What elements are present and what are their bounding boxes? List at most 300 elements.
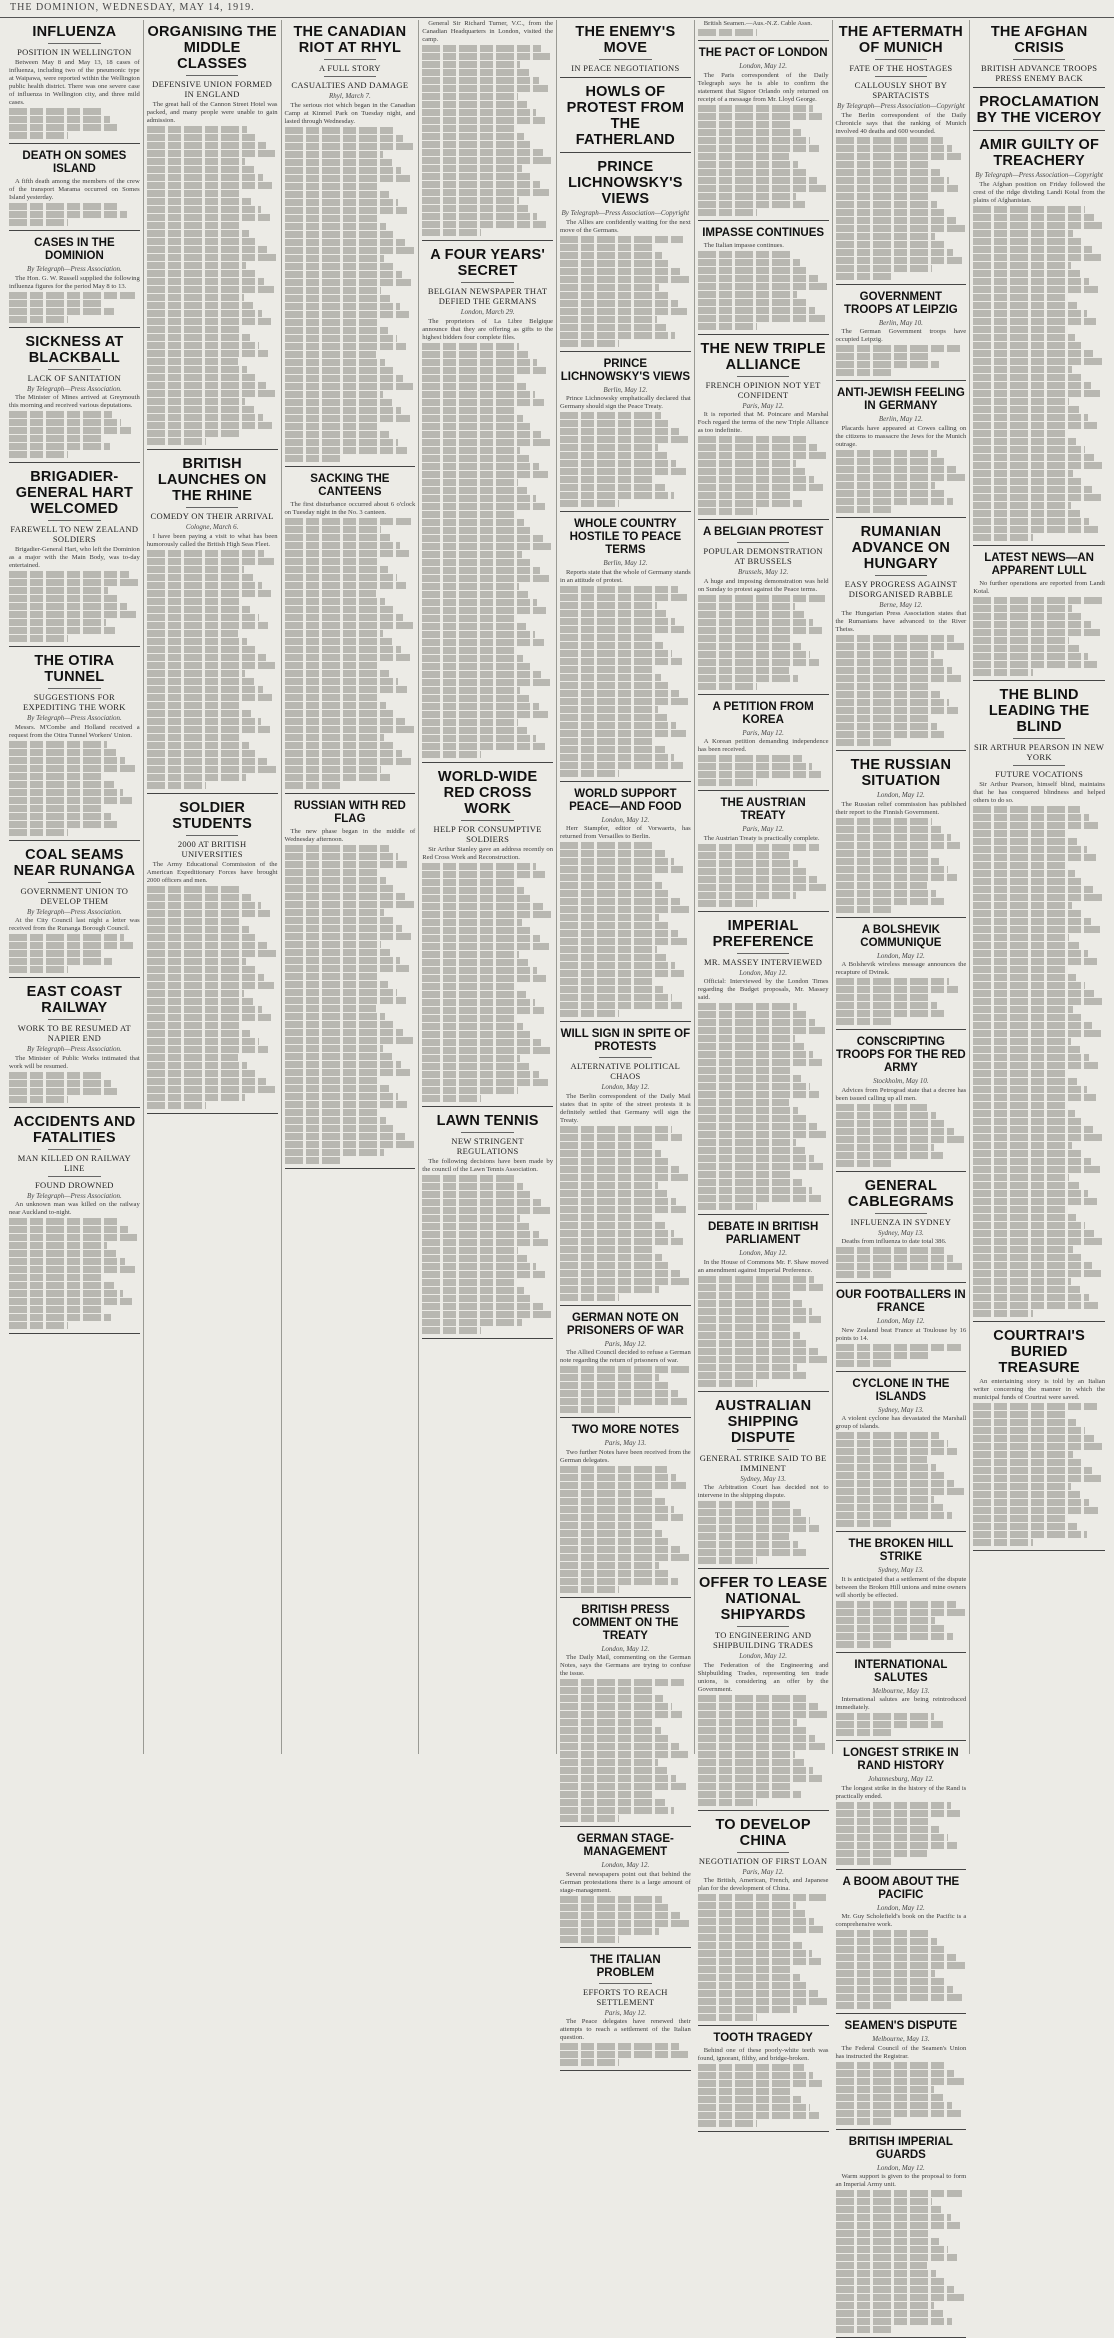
text-line [560, 986, 663, 993]
text-line [9, 635, 68, 642]
text-line [9, 1266, 135, 1273]
text-line [560, 1530, 662, 1537]
text-line [422, 887, 524, 894]
text-line [560, 1002, 682, 1009]
text-line [836, 715, 929, 722]
text-line [285, 949, 391, 956]
text-line [560, 1490, 655, 1497]
article-dateline: Paris, May 12. [698, 729, 829, 738]
text-line [836, 1601, 956, 1608]
text-line [147, 702, 242, 709]
text-line [422, 719, 517, 726]
article-separator [422, 240, 553, 241]
text-line [285, 558, 379, 565]
text-line [836, 1810, 960, 1817]
text-line [422, 415, 523, 422]
article [698, 701, 829, 792]
text-line [698, 2064, 804, 2071]
text-line [973, 918, 1090, 925]
text-line [698, 1308, 812, 1315]
text-line [560, 1466, 667, 1473]
text-line [285, 383, 413, 390]
article [836, 924, 967, 1031]
article-headline: THE AFGHAN CRISIS [973, 24, 1105, 56]
text-line [9, 1234, 137, 1241]
article-headline: INTERNATIONAL SALUTES [836, 1659, 967, 1685]
text-line [9, 443, 110, 450]
text-line [973, 286, 1098, 293]
text-line [285, 1037, 413, 1044]
text-line [973, 1515, 1068, 1522]
text-line [147, 382, 266, 389]
text-line [285, 534, 391, 541]
text-line [285, 151, 383, 158]
article-body: The Russian relief commission has published their report to the Finnish Government. [836, 801, 967, 817]
text-line [560, 898, 680, 905]
article-headline: TWO MORE NOTES [560, 1424, 691, 1437]
article-headline: WHOLE COUNTRY HOSTILE TO PEACE TERMS [560, 518, 691, 557]
text-line [698, 1998, 827, 2005]
text-line [698, 105, 813, 112]
text-line [560, 1382, 669, 1389]
text-line [698, 1019, 816, 1026]
text-line [9, 627, 115, 634]
article-body: Sir Arthur Stanley gave an address recently on Red Cross Work and Reconstruction. [422, 846, 553, 862]
text-line [973, 1451, 1073, 1458]
text-line [973, 1523, 1077, 1530]
text-line [560, 842, 655, 849]
text-line [285, 1077, 380, 1084]
text-line [973, 1294, 1089, 1301]
text-line [973, 1214, 1076, 1221]
text-line [560, 2059, 619, 2066]
text-line [698, 1123, 817, 1130]
article-dateline: London, May 12. [836, 952, 967, 961]
article-separator [285, 793, 416, 794]
text-line [422, 735, 536, 742]
article-dateline: Melbourne, May 13. [836, 1687, 967, 1696]
text-line [560, 1198, 676, 1205]
text-line [9, 821, 120, 828]
text-line [836, 217, 956, 224]
text-line [285, 710, 396, 717]
text-line [285, 303, 400, 310]
article-separator [836, 1740, 967, 1741]
article-subhead: DEFENSIVE UNION FORMED IN ENGLAND [147, 79, 278, 99]
text-line [698, 1950, 812, 1957]
text-line [973, 1158, 1090, 1165]
divider [875, 1213, 927, 1214]
divider [48, 369, 100, 370]
article-dateline: London, May 12. [698, 1652, 829, 1661]
article-separator [836, 1531, 967, 1532]
text-line [973, 838, 1077, 845]
article-separator [973, 1321, 1105, 1322]
text-line [698, 860, 799, 867]
text-line [285, 774, 391, 781]
text-line [285, 893, 405, 900]
article-headline: BRITISH LAUNCHES ON THE RHINE [147, 456, 278, 504]
text-line [698, 1171, 793, 1178]
text-line [836, 1120, 946, 1127]
article [973, 552, 1105, 681]
text-line [836, 209, 947, 216]
divider [48, 1149, 100, 1150]
text-line [836, 1128, 955, 1135]
text-line [285, 183, 380, 190]
article [9, 984, 140, 1108]
text-line [973, 1118, 1084, 1125]
text-line [285, 917, 394, 924]
text-line [836, 635, 955, 642]
text-line [560, 642, 663, 649]
text-line [285, 694, 378, 701]
article-headline: PRINCE LICHNOWSKY'S VIEWS [560, 159, 691, 207]
text-line [147, 894, 252, 901]
article-body: The Allies are confidently waiting for the next move of the Germans. [560, 219, 691, 235]
text-line [698, 137, 810, 144]
text-line [285, 750, 403, 757]
divider [48, 882, 100, 883]
text-line [973, 1419, 1076, 1426]
article-separator [698, 40, 829, 41]
article-separator [698, 220, 829, 221]
text-line [836, 1729, 895, 1736]
text-line [698, 1147, 805, 1154]
article-headline: THE PACT OF LONDON [698, 47, 829, 60]
text-line [560, 922, 669, 929]
text-line [560, 1759, 658, 1766]
text-line [560, 308, 687, 315]
text-line [422, 221, 546, 228]
text-line [147, 126, 248, 133]
article [698, 20, 829, 41]
text-line [560, 1904, 671, 1911]
text-line [422, 1207, 550, 1214]
article-body: Several newspapers point out that behind the German protestations there is a large amount of stage-management. [560, 1871, 691, 1895]
text-line [285, 191, 390, 198]
text-line [560, 1735, 670, 1742]
text-line [9, 1306, 102, 1313]
text-line [560, 1562, 659, 1569]
text-line [698, 468, 805, 475]
text-line [836, 731, 947, 738]
article-headline: WORLD-WIDE RED CROSS WORK [422, 769, 553, 817]
text-line [147, 390, 275, 397]
text-line [973, 430, 1067, 437]
article-subhead: FOUND DROWNED [9, 1180, 140, 1190]
text-line [973, 1427, 1085, 1434]
divider [324, 59, 376, 60]
text-line [147, 254, 276, 261]
text-line [836, 1520, 895, 1527]
text-line [9, 958, 112, 965]
text-line [973, 1198, 1097, 1205]
text-line [147, 294, 244, 301]
text-line [698, 844, 820, 851]
text-line [698, 1711, 827, 1718]
text-line [422, 959, 528, 966]
text-line [147, 366, 248, 373]
text-line [836, 1160, 895, 1167]
text-line [560, 1743, 679, 1750]
text-line [285, 965, 409, 972]
article-body: The Minister of Public Works intimated that work will be resumed. [9, 1055, 140, 1071]
column-1 [6, 20, 144, 1754]
text-line [836, 466, 956, 473]
text-line [973, 990, 1094, 997]
article-dateline: By Telegraph—Press Association. [9, 385, 140, 394]
text-line [560, 1554, 689, 1561]
text-line [285, 957, 400, 964]
text-line [147, 262, 246, 269]
text-line [698, 267, 809, 274]
article [836, 1538, 967, 1653]
article-separator [560, 1597, 691, 1598]
text-line [698, 1557, 757, 1564]
text-line [560, 1751, 688, 1758]
text-line [147, 1014, 271, 1021]
text-line [836, 482, 935, 489]
article-body: Deaths from influenza to date total 386. [836, 1238, 967, 1246]
text-line [285, 901, 414, 908]
text-line [973, 454, 1094, 461]
text-line [698, 1163, 824, 1170]
article-body: The Army Educational Commission of the American Expeditionary Forces have brought 2000 officers and men. [147, 861, 278, 885]
text-line [147, 910, 270, 917]
article-separator [836, 2129, 967, 2130]
article-dateline: London, May 12. [698, 62, 829, 71]
text-line [560, 594, 687, 601]
article-body: The Afghan position on Friday followed the crest of the ridge dividing Landi Kotal from the plains of Afghanistan. [973, 181, 1105, 205]
text-line [9, 757, 125, 764]
text-line [285, 359, 386, 366]
text-line [836, 1978, 945, 1985]
text-line [560, 658, 682, 665]
text-line [147, 1078, 266, 1085]
article-subhead: FATE OF THE HOSTAGES [836, 63, 967, 73]
text-line [973, 1443, 1103, 1450]
text-line [698, 611, 804, 618]
text-line [9, 571, 129, 578]
text-line [836, 1970, 935, 1977]
text-line [973, 1166, 1099, 1173]
text-line [147, 142, 266, 149]
text-line [836, 1104, 928, 1111]
column-3 [282, 20, 420, 1754]
text-line [422, 1311, 551, 1318]
text-line [422, 727, 527, 734]
text-line [698, 1695, 809, 1702]
article-dateline: London, May 12. [698, 969, 829, 978]
text-line [836, 2078, 964, 2085]
article-headline: GERMAN NOTE ON PRISONERS OF WAR [560, 1312, 691, 1338]
article-dateline: London, May 12. [836, 791, 967, 800]
text-line [422, 1063, 529, 1070]
text-line [560, 1142, 652, 1149]
text-line [147, 566, 244, 573]
column-4 [419, 20, 557, 1754]
text-line [9, 300, 104, 307]
text-line [973, 886, 1093, 893]
article-separator [836, 380, 967, 381]
article-dateline: Berlin, May 12. [836, 415, 967, 424]
article-body: The Berlin correspondent of the Daily Mail states that in spite of the street protests it is definitely settled that Germany will sign the Treaty. [560, 1093, 691, 1125]
text-line [560, 340, 619, 347]
text-line [147, 638, 248, 645]
text-line [836, 898, 946, 905]
article-body: An entertaining story is told by an Italian writer concerning the manner in which the municipal funds of Courtrai were saved. [973, 1378, 1105, 1402]
article-separator [973, 87, 1105, 88]
text-line [836, 249, 954, 256]
text-line [9, 942, 133, 949]
text-line [285, 686, 408, 693]
column-5 [557, 20, 695, 1754]
text-line [836, 2110, 962, 2117]
text-line [698, 2088, 792, 2095]
article-dateline: Sydney, May 13. [836, 1406, 967, 1415]
text-line [422, 551, 521, 558]
article-subhead: INFLUENZA IN SYDNEY [836, 1217, 967, 1227]
article-body: A Bolshevik wireless message announces the recapture of Dvinsk. [836, 961, 967, 977]
text-line [9, 934, 124, 941]
text-line [560, 428, 679, 435]
text-line [973, 613, 1081, 620]
text-line [836, 699, 950, 706]
article-separator [9, 230, 140, 231]
text-line [836, 474, 965, 481]
text-line [285, 207, 408, 214]
article [836, 1747, 967, 1870]
text-line [973, 1435, 1094, 1442]
text-line [422, 45, 541, 52]
text-line [973, 1246, 1073, 1253]
text-line [422, 77, 538, 84]
article-headline: HOWLS OF PROTEST FROM THE FATHERLAND [560, 84, 691, 148]
article-headline: RUMANIAN ADVANCE ON HUNGARY [836, 524, 967, 572]
text-line [836, 450, 938, 457]
text-line [147, 326, 241, 333]
text-line [836, 257, 963, 264]
divider [1013, 765, 1066, 766]
text-line [698, 1179, 803, 1186]
text-line [285, 407, 401, 414]
text-line [698, 452, 826, 459]
article-headline: COURTRAI'S BURIED TREASURE [973, 1328, 1105, 1376]
article-separator [560, 1947, 691, 1948]
text-line [285, 455, 344, 462]
article [836, 2136, 967, 2338]
article [560, 159, 691, 352]
article-body: New Zealand beat France at Toulouse by 16 points to 14. [836, 1327, 967, 1343]
text-line [147, 182, 273, 189]
article-separator [836, 917, 967, 918]
text-line [285, 399, 392, 406]
text-line [147, 630, 239, 637]
text-line [973, 830, 1068, 837]
text-line [973, 462, 1103, 469]
text-line [560, 874, 653, 881]
text-line [285, 199, 399, 206]
article-dateline: Berlin, May 10. [836, 319, 967, 328]
text-line [422, 1295, 533, 1302]
article-headline: GOVERNMENT TROOPS AT LEIPZIG [836, 291, 967, 317]
text-line [285, 431, 390, 438]
article-dateline: Paris, May 12. [698, 402, 829, 411]
text-line [285, 662, 380, 669]
article-dateline: Stockholm, May 10. [836, 1077, 967, 1086]
text-line [836, 2070, 955, 2077]
text-line [9, 292, 135, 299]
text-line [147, 238, 258, 245]
text-line [147, 174, 263, 181]
text-line [147, 406, 254, 413]
text-line [285, 1021, 395, 1028]
text-line [973, 1238, 1103, 1245]
article-body: The Hon. G. W. Russell supplied the following influenza figures for the period May 8 to 13. [9, 275, 140, 291]
text-line [147, 590, 271, 597]
text-line [698, 2120, 757, 2127]
text-line [9, 579, 138, 586]
text-line [973, 926, 1099, 933]
text-line [422, 117, 545, 124]
article-dateline: London, May 12. [560, 1645, 691, 1654]
text-line [560, 1206, 686, 1213]
text-line [422, 165, 521, 172]
text-line [973, 1531, 1086, 1538]
article-separator [9, 143, 140, 144]
text-line [560, 866, 683, 873]
text-line [285, 311, 409, 318]
text-line [836, 161, 931, 168]
text-line [698, 627, 822, 634]
article-separator [560, 1417, 691, 1418]
text-line [973, 518, 1089, 525]
text-line [836, 874, 958, 881]
text-line [285, 933, 412, 940]
text-line [973, 629, 1099, 636]
text-line [422, 359, 537, 366]
text-line [698, 643, 801, 650]
text-line [147, 686, 263, 693]
article-body: Reports state that the whole of Germany stands in an attitude of protest. [560, 569, 691, 585]
article-headline: ACCIDENTS AND FATALITIES [9, 1114, 140, 1146]
article-body: The Daily Mail, commenting on the German Notes, says the Germans are trying to confuse the issue. [560, 1654, 691, 1678]
text-line [836, 1255, 954, 1262]
text-line [973, 310, 1086, 317]
text-line [698, 1011, 807, 1018]
text-line [698, 1035, 795, 1042]
text-line [973, 846, 1086, 853]
text-line [698, 1356, 827, 1363]
text-line [422, 173, 531, 180]
text-line [147, 414, 263, 421]
text-line [560, 420, 670, 427]
text-line [147, 710, 252, 717]
text-line [422, 663, 532, 670]
article-dateline: By Telegraph—Press Association—Copyright [836, 102, 967, 111]
text-line [285, 742, 394, 749]
text-line [422, 879, 515, 886]
text-line [560, 468, 686, 475]
article [973, 94, 1105, 131]
text-line [973, 1126, 1093, 1133]
text-line [560, 1783, 686, 1790]
text-line [698, 675, 799, 682]
text-line [9, 1226, 128, 1233]
column-8 [970, 20, 1108, 1754]
text-line [147, 950, 276, 957]
